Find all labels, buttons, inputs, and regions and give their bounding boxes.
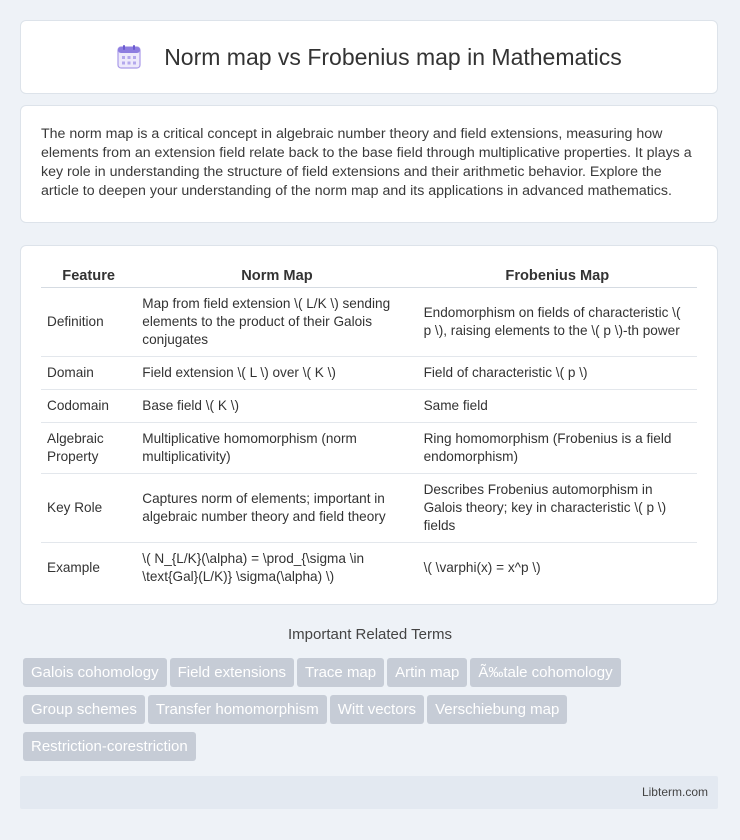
table-row bbox=[41, 357, 697, 390]
feature-cell: Domain bbox=[41, 357, 136, 390]
feature-cell: Example bbox=[47, 560, 100, 575]
column-header: Feature bbox=[41, 264, 136, 288]
related-term-tag[interactable]: Witt vectors bbox=[330, 695, 424, 724]
related-term-tag[interactable]: Artin map bbox=[387, 658, 467, 687]
norm-map-cell: \( N_{L/K}(\alpha) = \prod_{\sigma \in \text{Gal}(L/K)} \sigma(\alpha) \) bbox=[142, 551, 365, 584]
feature-cell: Key Role bbox=[41, 474, 136, 543]
related-terms-title: Important Related Terms bbox=[288, 626, 452, 643]
frobenius-map-cell: Ring homomorphism (Frobenius is a field endomorphism) bbox=[418, 423, 697, 474]
feature-cell: Algebraic Property bbox=[41, 423, 136, 474]
table-row bbox=[41, 423, 697, 474]
related-term-tag[interactable]: Ã‰tale cohomology bbox=[470, 658, 620, 687]
related-term-tag[interactable]: Restriction-corestriction bbox=[23, 732, 196, 761]
column-header: Frobenius Map bbox=[418, 264, 697, 288]
norm-map-cell: Captures norm of elements; important in algebraic number theory and field theory bbox=[136, 474, 417, 543]
comparison-table bbox=[41, 264, 697, 593]
intro-card bbox=[20, 105, 718, 223]
footer bbox=[20, 776, 718, 809]
frobenius-map-cell: Same field bbox=[418, 390, 697, 423]
calendar-icon bbox=[116, 44, 142, 70]
table-row bbox=[41, 390, 697, 423]
table-row bbox=[41, 474, 697, 543]
related-term-tag[interactable]: Field extensions bbox=[170, 658, 294, 687]
related-term-tag[interactable]: Verschiebung map bbox=[427, 695, 567, 724]
frobenius-map-cell: Field of characteristic \( p \) bbox=[418, 357, 697, 390]
related-term-tag[interactable]: Group schemes bbox=[23, 695, 145, 724]
frobenius-map-cell: \( \varphi(x) = x^p \) bbox=[423, 560, 541, 575]
table-header-row bbox=[41, 264, 697, 288]
feature-cell: Definition bbox=[41, 288, 136, 357]
frobenius-map-cell: Endomorphism on fields of characteristic \( p \), raising elements to the \( p \)-th power bbox=[418, 288, 697, 357]
related-term-tag[interactable]: Trace map bbox=[297, 658, 384, 687]
feature-cell: Codomain bbox=[41, 390, 136, 423]
footer-site-link[interactable]: Libterm.com bbox=[641, 785, 708, 799]
related-terms-list bbox=[23, 658, 703, 769]
intro-text: The norm map is a critical concept in algebraic number theory and field extensions, measuring how elements from an extension field relate back to the base field through multiplicative properties. It plays a key role in understanding the structure of field extensions and their arithmetic behavior. Explore the article to deepen your understanding of the norm map and its applications in advanced mathematics. bbox=[41, 126, 692, 199]
related-term-tag[interactable]: Galois cohomology bbox=[23, 658, 167, 687]
norm-map-cell: Multiplicative homomorphism (norm multiplicativity) bbox=[136, 423, 417, 474]
column-header: Norm Map bbox=[136, 264, 417, 288]
norm-map-cell: Map from field extension \( L/K \) sending elements to the product of their Galois conjugates bbox=[136, 288, 417, 357]
title-card bbox=[20, 20, 718, 94]
page-title: Norm map vs Frobenius map in Mathematics bbox=[164, 43, 622, 70]
frobenius-map-cell: Describes Frobenius automorphism in Galois theory; key in characteristic \( p \) fields bbox=[418, 474, 697, 543]
norm-map-cell: Base field \( K \) bbox=[136, 390, 417, 423]
table-row bbox=[41, 288, 697, 357]
comparison-table-card bbox=[20, 245, 718, 605]
table-row bbox=[41, 543, 697, 594]
norm-map-cell: Field extension \( L \) over \( K \) bbox=[136, 357, 417, 390]
related-term-tag[interactable]: Transfer homomorphism bbox=[148, 695, 327, 724]
